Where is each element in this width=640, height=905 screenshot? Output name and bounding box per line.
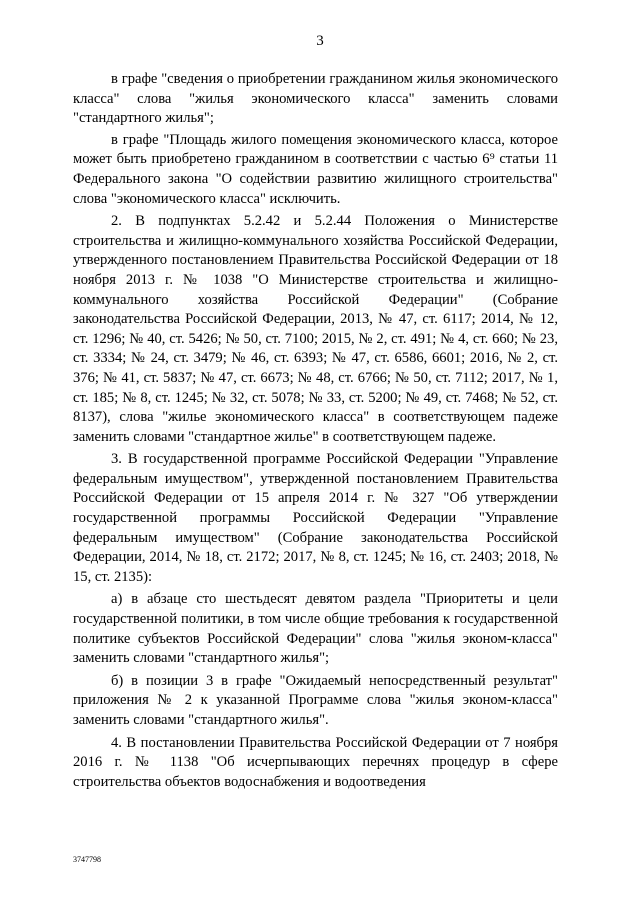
page-number: 3: [316, 33, 324, 49]
paragraph-subitem-b: б) в позиции 3 в графе "Ожидаемый непосредственный результат" приложения № 2 к указанной Программе слова "жилья эконом-класса" заменить словами "стандартного жилья".: [73, 672, 558, 728]
paragraph-item-4-resolution: 4. В постановлении Правительства Российской Федерации от 7 ноября 2016 г. № 1138 "Об исчерпывающих перечнях процедур в сфере строительства объектов водоснабжения и водоотведения: [73, 734, 558, 790]
paragraph-economy-class-acquisition: в графе "сведения о приобретении гражданином жилья экономического класса" слова "жилья экономического класса" заменить словами "стандартного жилья";: [73, 71, 558, 127]
paragraph-item-3-state-program: 3. В государственной программе Российской Федерации "Управление федеральным имуществом", утвержденной постановлением Правительства Российской Федерации от 15 апреля 2014 г. № 327 "Об утверждении государственной программы Российской Федерации "Управление федеральным имуществом" (Собрание законодательства Российской Федерации, 2014, № 18, ст. 2172; 2017, № 8, ст. 1245; № 16, ст. 2403; 2018, № 15, ст. 2135):: [73, 451, 558, 585]
document-body: [73, 70, 558, 795]
paragraph-living-area-column: в графе "Площадь жилого помещения экономического класса, которое может быть приобретено гражданином в соответствии с частью 6⁹ статьи 11 Федерального закона "О содействии развитию жилищного строительства" слова "экономического класса" исключить.: [73, 131, 558, 207]
paragraph-subitem-a: а) в абзаце сто шестьдесят девятом раздела "Приоритеты и цели государственной политики, в том числе общие требования к государственной политике субъектов Российской Федерации" слова "жилья эконом-класса" заменить словами "стандартного жилья";: [73, 591, 558, 667]
document-code: 3747798: [73, 855, 101, 864]
paragraph-item-2-ministry-regulation: 2. В подпунктах 5.2.42 и 5.2.44 Положения о Министерстве строительства и жилищно-коммунального хозяйства Российской Федерации, утвержденного постановлением Правительства Российской Федерации от 18 ноября 2013 г. № 1038 "О Министерстве строительства и жилищно-коммунального хозяйства Российской Федерации" (Собрание законодательства Российской Федерации, 2013, № 47, ст. 6117; 2014, № 12, ст. 1296; № 40, ст. 5426; № 50, ст. 7100; 2015, № 2, ст. 491; № 4, ст. 660; № 23, ст. 3334; № 24, ст. 3479; № 46, ст. 6393; № 47, ст. 6586, 6601; 2016, № 2, ст. 376; № 41, ст. 5837; № 47, ст. 6673; № 48, ст. 6766; № 50, ст. 7112; 2017, № 1, ст. 185; № 8, ст. 1245; № 32, ст. 5078; № 33, ст. 5200; № 49, ст. 7468; № 52, ст. 8137), слова "жилье экономического класса" в соответствующем падеже заменить словами "стандартное жилье" в соответствующем падеже.: [73, 213, 558, 445]
